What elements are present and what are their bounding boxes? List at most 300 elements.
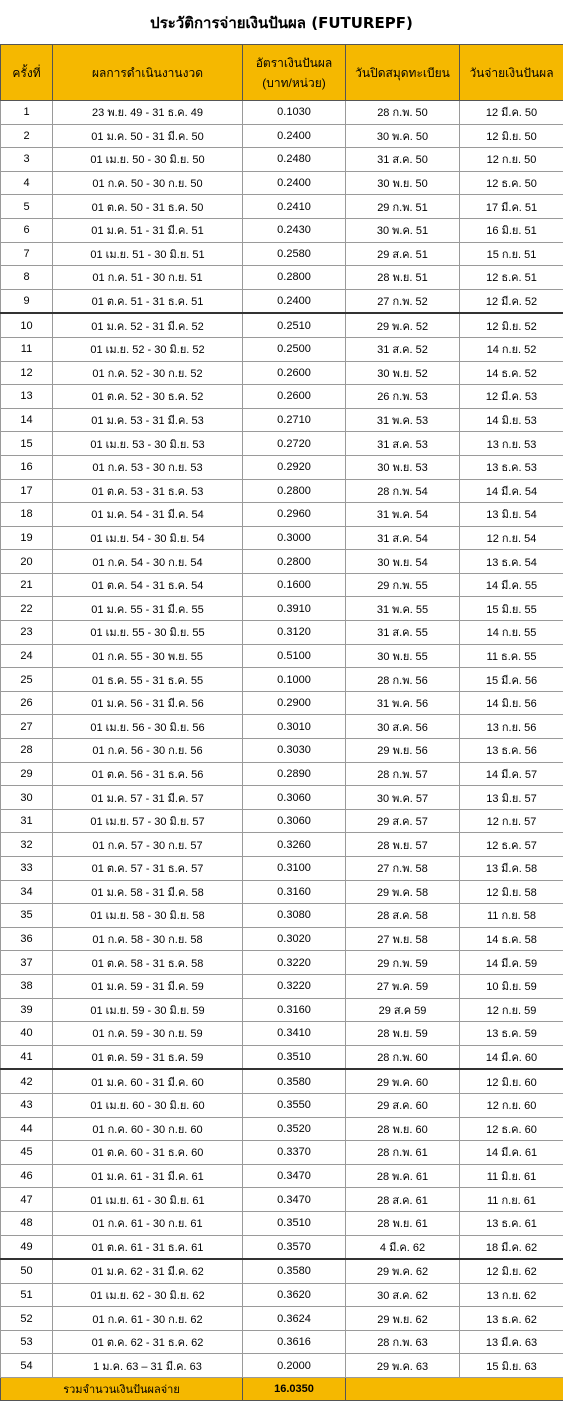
table-row: [1, 1045, 563, 1069]
header-rate-line1: อัตราเงินปันผล: [245, 53, 343, 73]
cell-payment-date: 13 มิ.ย. 54: [460, 503, 563, 527]
cell-payment-date: 14 ธ.ค. 58: [460, 927, 563, 951]
cell-rate: 0.2800: [243, 550, 346, 574]
table-row: [1, 857, 563, 881]
cell-period: 01 ม.ค. 54 - 31 มี.ค. 54: [53, 503, 243, 527]
cell-payment-date: 15 ก.ย. 51: [460, 242, 563, 266]
cell-payment-date: 12 ก.ย. 60: [460, 1093, 563, 1117]
cell-no: 32: [1, 833, 53, 857]
cell-rate: 0.2400: [243, 124, 346, 148]
cell-period: 01 ก.ค. 56 - 30 ก.ย. 56: [53, 739, 243, 763]
cell-closing-date: 30 พ.ย. 54: [346, 550, 460, 574]
table-row: [1, 289, 563, 313]
cell-payment-date: 13 ธ.ค. 53: [460, 455, 563, 479]
cell-rate: 0.2920: [243, 455, 346, 479]
cell-payment-date: 15 มิ.ย. 55: [460, 597, 563, 621]
cell-payment-date: 13 มิ.ย. 57: [460, 786, 563, 810]
header-payment-date: วันจ่ายเงินปันผล: [460, 45, 563, 101]
cell-no: 24: [1, 644, 53, 668]
cell-closing-date: 28 พ.ย. 51: [346, 266, 460, 290]
cell-period: 01 ต.ค. 59 - 31 ธ.ค. 59: [53, 1045, 243, 1069]
table-row: [1, 573, 563, 597]
cell-rate: 0.3220: [243, 951, 346, 975]
cell-payment-date: 13 ธ.ค. 56: [460, 739, 563, 763]
cell-payment-date: 11 มิ.ย. 61: [460, 1164, 563, 1188]
cell-payment-date: 13 ก.ย. 62: [460, 1283, 563, 1307]
cell-no: 53: [1, 1330, 53, 1354]
cell-period: 01 ก.ค. 61 - 30 ก.ย. 61: [53, 1211, 243, 1235]
cell-rate: 0.3010: [243, 715, 346, 739]
cell-closing-date: 29 ส.ค 59: [346, 998, 460, 1022]
table-row: [1, 101, 563, 125]
cell-closing-date: 31 พ.ค. 56: [346, 691, 460, 715]
cell-period: 01 ม.ค. 60 - 31 มี.ค. 60: [53, 1069, 243, 1093]
table-row: [1, 597, 563, 621]
table-row: [1, 337, 563, 361]
table-row: [1, 550, 563, 574]
cell-no: 25: [1, 668, 53, 692]
cell-rate: 0.3260: [243, 833, 346, 857]
table-row: [1, 242, 563, 266]
cell-rate: 0.3620: [243, 1283, 346, 1307]
table-row: [1, 171, 563, 195]
total-empty-cell: [346, 1378, 563, 1401]
cell-payment-date: 14 ธ.ค. 52: [460, 361, 563, 385]
cell-payment-date: 12 ธ.ค. 50: [460, 171, 563, 195]
cell-no: 2: [1, 124, 53, 148]
cell-rate: 0.3410: [243, 1022, 346, 1046]
cell-closing-date: 28 ส.ค. 61: [346, 1188, 460, 1212]
cell-period: 01 เม.ย. 60 - 30 มิ.ย. 60: [53, 1093, 243, 1117]
cell-payment-date: 14 มี.ค. 57: [460, 762, 563, 786]
cell-payment-date: 14 มี.ค. 59: [460, 951, 563, 975]
header-rate: [243, 45, 346, 101]
cell-rate: 0.2510: [243, 313, 346, 337]
cell-period: 01 เม.ย. 56 - 30 มิ.ย. 56: [53, 715, 243, 739]
cell-payment-date: 12 ธ.ค. 57: [460, 833, 563, 857]
cell-no: 5: [1, 195, 53, 219]
cell-no: 48: [1, 1211, 53, 1235]
cell-period: 01 ต.ค. 60 - 31 ธ.ค. 60: [53, 1141, 243, 1165]
cell-period: 01 ก.ค. 53 - 30 ก.ย. 53: [53, 455, 243, 479]
cell-rate: 0.3550: [243, 1093, 346, 1117]
cell-no: 16: [1, 455, 53, 479]
cell-period: 01 เม.ย. 54 - 30 มิ.ย. 54: [53, 526, 243, 550]
cell-no: 44: [1, 1117, 53, 1141]
cell-no: 39: [1, 998, 53, 1022]
cell-no: 20: [1, 550, 53, 574]
table-body: [1, 101, 563, 1378]
cell-period: 01 ก.ค. 52 - 30 ก.ย. 52: [53, 361, 243, 385]
cell-no: 13: [1, 385, 53, 409]
cell-no: 43: [1, 1093, 53, 1117]
table-row: [1, 809, 563, 833]
cell-rate: 0.3616: [243, 1330, 346, 1354]
cell-no: 38: [1, 974, 53, 998]
table-row: [1, 621, 563, 645]
cell-period: 01 ม.ค. 52 - 31 มี.ค. 52: [53, 313, 243, 337]
table-row: [1, 998, 563, 1022]
table-row: [1, 218, 563, 242]
cell-rate: 0.3910: [243, 597, 346, 621]
cell-no: 54: [1, 1354, 53, 1378]
table-row: [1, 455, 563, 479]
cell-payment-date: 14 มี.ค. 60: [460, 1045, 563, 1069]
cell-rate: 0.3510: [243, 1045, 346, 1069]
cell-closing-date: 28 ก.พ. 50: [346, 101, 460, 125]
cell-no: 35: [1, 904, 53, 928]
table-row: [1, 927, 563, 951]
table-row: [1, 479, 563, 503]
cell-period: 23 พ.ย. 49 - 31 ธ.ค. 49: [53, 101, 243, 125]
cell-period: 01 ต.ค. 52 - 30 ธ.ค. 52: [53, 385, 243, 409]
cell-closing-date: 31 ส.ค. 52: [346, 337, 460, 361]
cell-period: 01 เม.ย. 62 - 30 มิ.ย. 62: [53, 1283, 243, 1307]
cell-period: 01 ก.ค. 61 - 30 ก.ย. 62: [53, 1307, 243, 1331]
table-row: [1, 1211, 563, 1235]
cell-rate: 0.3080: [243, 904, 346, 928]
cell-closing-date: 29 ส.ค. 60: [346, 1093, 460, 1117]
cell-rate: 0.2480: [243, 148, 346, 172]
cell-closing-date: 30 พ.ย. 52: [346, 361, 460, 385]
cell-rate: 0.3510: [243, 1211, 346, 1235]
table-row: [1, 668, 563, 692]
cell-period: 01 ม.ค. 53 - 31 มี.ค. 53: [53, 408, 243, 432]
cell-no: 29: [1, 762, 53, 786]
cell-payment-date: 13 ธ.ค. 54: [460, 550, 563, 574]
cell-no: 8: [1, 266, 53, 290]
cell-payment-date: 12 ก.ย. 59: [460, 998, 563, 1022]
cell-period: 01 ม.ค. 50 - 31 มี.ค. 50: [53, 124, 243, 148]
table-row: [1, 432, 563, 456]
table-row: [1, 1283, 563, 1307]
cell-no: 52: [1, 1307, 53, 1331]
cell-payment-date: 14 ก.ย. 55: [460, 621, 563, 645]
cell-closing-date: 30 พ.ค. 57: [346, 786, 460, 810]
cell-period: 01 ม.ค. 58 - 31 มี.ค. 58: [53, 880, 243, 904]
cell-no: 23: [1, 621, 53, 645]
cell-closing-date: 29 พ.ค. 63: [346, 1354, 460, 1378]
cell-closing-date: 28 ส.ค. 58: [346, 904, 460, 928]
cell-no: 19: [1, 526, 53, 550]
cell-period: 01 ต.ค. 57 - 31 ธ.ค. 57: [53, 857, 243, 881]
cell-closing-date: 27 ก.พ. 52: [346, 289, 460, 313]
cell-no: 17: [1, 479, 53, 503]
cell-period: 01 ม.ค. 55 - 31 มี.ค. 55: [53, 597, 243, 621]
cell-payment-date: 14 ก.ย. 52: [460, 337, 563, 361]
cell-rate: 0.1600: [243, 573, 346, 597]
cell-rate: 0.1030: [243, 101, 346, 125]
cell-period: 01 ม.ค. 51 - 31 มี.ค. 51: [53, 218, 243, 242]
cell-closing-date: 29 ก.พ. 55: [346, 573, 460, 597]
cell-payment-date: 12 ธ.ค. 51: [460, 266, 563, 290]
header-no: ครั้งที่: [1, 45, 53, 101]
table-row: [1, 361, 563, 385]
cell-closing-date: 29 ก.พ. 51: [346, 195, 460, 219]
cell-rate: 0.3220: [243, 974, 346, 998]
cell-no: 18: [1, 503, 53, 527]
cell-period: 01 ต.ค. 51 - 31 ธ.ค. 51: [53, 289, 243, 313]
cell-rate: 0.3000: [243, 526, 346, 550]
cell-rate: 0.3370: [243, 1141, 346, 1165]
cell-period: 01 ต.ค. 54 - 31 ธ.ค. 54: [53, 573, 243, 597]
cell-rate: 0.2430: [243, 218, 346, 242]
cell-closing-date: 31 ส.ค. 53: [346, 432, 460, 456]
cell-no: 26: [1, 691, 53, 715]
cell-rate: 0.3060: [243, 809, 346, 833]
table-row: [1, 148, 563, 172]
cell-payment-date: 12 มี.ค. 53: [460, 385, 563, 409]
cell-period: 01 ต.ค. 58 - 31 ธ.ค. 58: [53, 951, 243, 975]
cell-period: 01 ธ.ค. 55 - 31 ธ.ค. 55: [53, 668, 243, 692]
cell-closing-date: 27 พ.ย. 58: [346, 927, 460, 951]
cell-period: 01 เม.ย. 55 - 30 มิ.ย. 55: [53, 621, 243, 645]
cell-no: 47: [1, 1188, 53, 1212]
cell-payment-date: 18 มี.ค. 62: [460, 1235, 563, 1259]
cell-closing-date: 28 ก.พ. 61: [346, 1141, 460, 1165]
cell-rate: 0.3580: [243, 1259, 346, 1283]
cell-closing-date: 30 พ.ค. 51: [346, 218, 460, 242]
table-row: [1, 526, 563, 550]
cell-no: 30: [1, 786, 53, 810]
cell-payment-date: 14 มี.ค. 55: [460, 573, 563, 597]
cell-rate: 0.3020: [243, 927, 346, 951]
table-row: [1, 1093, 563, 1117]
table-row: [1, 1164, 563, 1188]
cell-rate: 0.3060: [243, 786, 346, 810]
cell-rate: 0.3580: [243, 1069, 346, 1093]
cell-period: 01 ม.ค. 57 - 31 มี.ค. 57: [53, 786, 243, 810]
cell-payment-date: 13 ธ.ค. 61: [460, 1211, 563, 1235]
cell-closing-date: 29 พ.ค. 58: [346, 880, 460, 904]
cell-rate: 0.2960: [243, 503, 346, 527]
cell-closing-date: 29 ส.ค. 57: [346, 809, 460, 833]
header-rate-line2: (บาท/หน่วย): [245, 73, 343, 93]
cell-no: 40: [1, 1022, 53, 1046]
table-row: [1, 762, 563, 786]
cell-rate: 0.3624: [243, 1307, 346, 1331]
table-row: [1, 974, 563, 998]
cell-period: 01 เม.ย. 51 - 30 มิ.ย. 51: [53, 242, 243, 266]
cell-no: 22: [1, 597, 53, 621]
cell-closing-date: 27 ก.พ. 58: [346, 857, 460, 881]
header-period: ผลการดำเนินงานงวด: [53, 45, 243, 101]
cell-rate: 0.3030: [243, 739, 346, 763]
cell-closing-date: 29 พ.ค. 62: [346, 1259, 460, 1283]
cell-period: 01 ต.ค. 56 - 31 ธ.ค. 56: [53, 762, 243, 786]
cell-closing-date: 31 ส.ค. 54: [346, 526, 460, 550]
cell-payment-date: 12 ก.ย. 50: [460, 148, 563, 172]
cell-rate: 0.2600: [243, 385, 346, 409]
cell-closing-date: 4 มี.ค. 62: [346, 1235, 460, 1259]
cell-payment-date: 14 มี.ค. 54: [460, 479, 563, 503]
cell-payment-date: 12 มิ.ย. 52: [460, 313, 563, 337]
table-row: [1, 124, 563, 148]
cell-payment-date: 11 ธ.ค. 55: [460, 644, 563, 668]
cell-rate: 0.3160: [243, 998, 346, 1022]
cell-no: 50: [1, 1259, 53, 1283]
cell-no: 28: [1, 739, 53, 763]
cell-rate: 0.2800: [243, 266, 346, 290]
cell-rate: 0.2410: [243, 195, 346, 219]
cell-period: 01 ม.ค. 56 - 31 มี.ค. 56: [53, 691, 243, 715]
table-row: [1, 715, 563, 739]
cell-period: 01 ม.ค. 62 - 31 มี.ค. 62: [53, 1259, 243, 1283]
cell-period: 01 ก.ค. 54 - 30 ก.ย. 54: [53, 550, 243, 574]
cell-period: 01 เม.ย. 57 - 30 มิ.ย. 57: [53, 809, 243, 833]
cell-rate: 0.2600: [243, 361, 346, 385]
cell-rate: 0.2890: [243, 762, 346, 786]
cell-payment-date: 15 มี.ค. 56: [460, 668, 563, 692]
cell-period: 01 ก.ค. 59 - 30 ก.ย. 59: [53, 1022, 243, 1046]
table-row: [1, 833, 563, 857]
cell-rate: 0.2000: [243, 1354, 346, 1378]
table-row: [1, 786, 563, 810]
cell-period: 01 เม.ย. 52 - 30 มิ.ย. 52: [53, 337, 243, 361]
table-row: [1, 951, 563, 975]
cell-period: 01 ต.ค. 53 - 31 ธ.ค. 53: [53, 479, 243, 503]
cell-no: 51: [1, 1283, 53, 1307]
table-row: [1, 1141, 563, 1165]
cell-closing-date: 28 ก.พ. 57: [346, 762, 460, 786]
cell-payment-date: 11 ก.ย. 61: [460, 1188, 563, 1212]
cell-rate: 0.2720: [243, 432, 346, 456]
cell-payment-date: 12 มิ.ย. 58: [460, 880, 563, 904]
dividend-history-table: [0, 44, 563, 1401]
cell-rate: 0.2800: [243, 479, 346, 503]
cell-closing-date: 31 พ.ค. 55: [346, 597, 460, 621]
cell-payment-date: 12 มี.ค. 50: [460, 101, 563, 125]
table-row: [1, 904, 563, 928]
cell-no: 21: [1, 573, 53, 597]
cell-period: 01 ก.ค. 58 - 30 ก.ย. 58: [53, 927, 243, 951]
total-value: 16.0350: [243, 1378, 346, 1401]
table-row: [1, 266, 563, 290]
cell-closing-date: 28 พ.ค. 61: [346, 1164, 460, 1188]
cell-closing-date: 28 พ.ย. 60: [346, 1117, 460, 1141]
cell-no: 9: [1, 289, 53, 313]
cell-closing-date: 31 พ.ค. 54: [346, 503, 460, 527]
cell-no: 1: [1, 101, 53, 125]
cell-period: 01 ก.ค. 50 - 30 ก.ย. 50: [53, 171, 243, 195]
cell-no: 33: [1, 857, 53, 881]
cell-payment-date: 15 มิ.ย. 63: [460, 1354, 563, 1378]
cell-period: 01 ก.ค. 57 - 30 ก.ย. 57: [53, 833, 243, 857]
cell-no: 42: [1, 1069, 53, 1093]
cell-rate: 0.3470: [243, 1164, 346, 1188]
cell-closing-date: 29 พ.ย. 56: [346, 739, 460, 763]
cell-no: 11: [1, 337, 53, 361]
total-label: รวมจำนวนเงินปันผลจ่าย: [1, 1378, 243, 1401]
cell-period: 1 ม.ค. 63 – 31 มี.ค. 63: [53, 1354, 243, 1378]
cell-rate: 0.3100: [243, 857, 346, 881]
cell-closing-date: 28 ก.พ. 54: [346, 479, 460, 503]
cell-payment-date: 14 มิ.ย. 56: [460, 691, 563, 715]
cell-period: 01 ต.ค. 61 - 31 ธ.ค. 61: [53, 1235, 243, 1259]
cell-payment-date: 13 ธ.ค. 59: [460, 1022, 563, 1046]
cell-payment-date: 13 ธ.ค. 62: [460, 1307, 563, 1331]
table-row: [1, 1117, 563, 1141]
cell-period: 01 ต.ค. 62 - 31 ธ.ค. 62: [53, 1330, 243, 1354]
cell-rate: 0.2500: [243, 337, 346, 361]
cell-rate: 0.3570: [243, 1235, 346, 1259]
cell-period: 01 เม.ย. 50 - 30 มิ.ย. 50: [53, 148, 243, 172]
cell-payment-date: 10 มิ.ย. 59: [460, 974, 563, 998]
cell-payment-date: 13 ก.ย. 53: [460, 432, 563, 456]
cell-period: 01 เม.ย. 61 - 30 มิ.ย. 61: [53, 1188, 243, 1212]
cell-period: 01 ก.ค. 51 - 30 ก.ย. 51: [53, 266, 243, 290]
cell-no: 12: [1, 361, 53, 385]
cell-rate: 0.2400: [243, 289, 346, 313]
cell-no: 7: [1, 242, 53, 266]
cell-no: 10: [1, 313, 53, 337]
cell-rate: 0.2400: [243, 171, 346, 195]
cell-rate: 0.1000: [243, 668, 346, 692]
table-row: [1, 1188, 563, 1212]
cell-period: 01 ต.ค. 50 - 31 ธ.ค. 50: [53, 195, 243, 219]
cell-period: 01 ก.ค. 60 - 30 ก.ย. 60: [53, 1117, 243, 1141]
cell-payment-date: 16 มิ.ย. 51: [460, 218, 563, 242]
table-row: [1, 691, 563, 715]
cell-payment-date: 12 ก.ย. 57: [460, 809, 563, 833]
cell-closing-date: 28 พ.ย. 61: [346, 1211, 460, 1235]
table-row: [1, 644, 563, 668]
cell-period: 01 เม.ย. 58 - 30 มิ.ย. 58: [53, 904, 243, 928]
cell-closing-date: 28 ก.พ. 63: [346, 1330, 460, 1354]
cell-no: 6: [1, 218, 53, 242]
table-row: [1, 408, 563, 432]
cell-closing-date: 31 ส.ค. 55: [346, 621, 460, 645]
cell-payment-date: 14 มี.ค. 61: [460, 1141, 563, 1165]
cell-period: 01 ก.ค. 55 - 30 พ.ย. 55: [53, 644, 243, 668]
table-row: [1, 739, 563, 763]
cell-rate: 0.2710: [243, 408, 346, 432]
cell-closing-date: 29 พ.ค. 60: [346, 1069, 460, 1093]
cell-no: 46: [1, 1164, 53, 1188]
page-title: ประวัติการจ่ายเงินปันผล (FUTUREPF): [0, 0, 563, 44]
table-row: [1, 385, 563, 409]
cell-closing-date: 31 พ.ค. 53: [346, 408, 460, 432]
cell-no: 41: [1, 1045, 53, 1069]
cell-rate: 0.2580: [243, 242, 346, 266]
cell-closing-date: 28 ก.พ. 60: [346, 1045, 460, 1069]
cell-closing-date: 29 พ.ค. 52: [346, 313, 460, 337]
table-row: [1, 880, 563, 904]
cell-payment-date: 12 ก.ย. 54: [460, 526, 563, 550]
cell-no: 49: [1, 1235, 53, 1259]
cell-rate: 0.2900: [243, 691, 346, 715]
cell-payment-date: 12 ธ.ค. 60: [460, 1117, 563, 1141]
table-row: [1, 313, 563, 337]
cell-no: 37: [1, 951, 53, 975]
total-row: [1, 1378, 563, 1401]
cell-closing-date: 30 พ.ย. 55: [346, 644, 460, 668]
table-row: [1, 1330, 563, 1354]
cell-no: 15: [1, 432, 53, 456]
cell-rate: 0.3470: [243, 1188, 346, 1212]
cell-closing-date: 27 พ.ค. 59: [346, 974, 460, 998]
cell-payment-date: 13 มี.ค. 58: [460, 857, 563, 881]
cell-closing-date: 30 ส.ค. 62: [346, 1283, 460, 1307]
header-closing-date: วันปิดสมุดทะเบียน: [346, 45, 460, 101]
cell-no: 27: [1, 715, 53, 739]
cell-period: 01 ม.ค. 61 - 31 มี.ค. 61: [53, 1164, 243, 1188]
table-row: [1, 1307, 563, 1331]
cell-closing-date: 28 พ.ย. 57: [346, 833, 460, 857]
cell-rate: 0.3160: [243, 880, 346, 904]
cell-closing-date: 30 พ.ค. 50: [346, 124, 460, 148]
cell-closing-date: 29 ส.ค. 51: [346, 242, 460, 266]
